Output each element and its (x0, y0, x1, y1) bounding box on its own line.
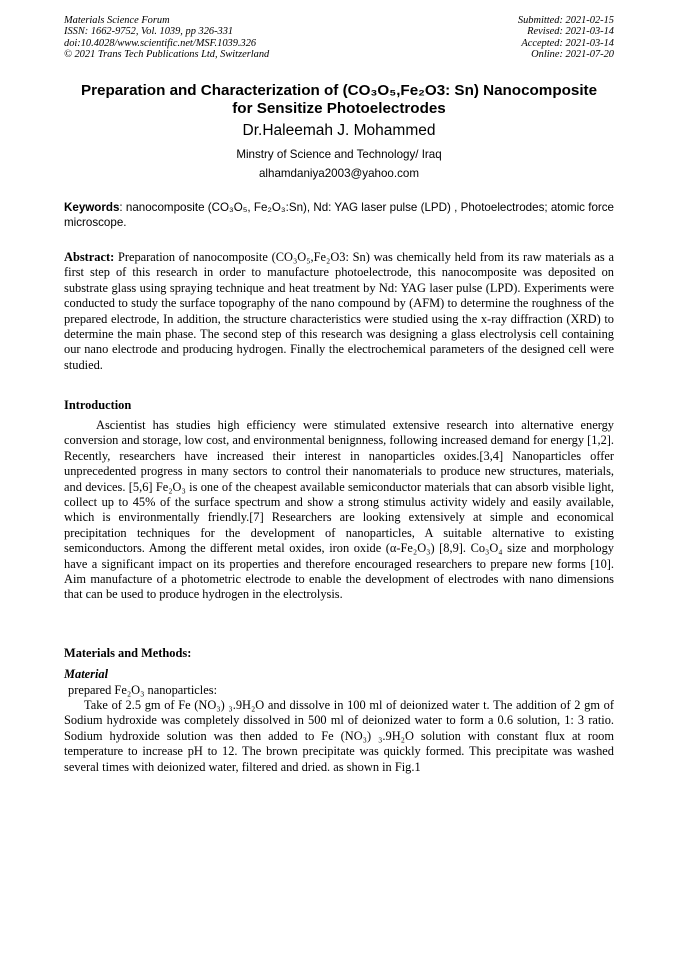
journal-name: Materials Science Forum (64, 15, 170, 26)
date-online: Online: 2021-07-20 (531, 49, 614, 61)
date-submitted: Submitted: 2021-02-15 (517, 15, 614, 26)
author-email: alhamdaniya2003@yahoo.com (258, 167, 419, 180)
keywords-text: : nanocomposite (CO₃O₅, Fe₂O₃:Sn), Nd: YAG laser pulse (LPD) , Photoelectrodes; atomic force microscope. (64, 201, 614, 229)
paper-title (40, 82, 638, 118)
keywords-section (64, 200, 614, 230)
materials-methods-heading: Materials and Methods: (64, 646, 192, 660)
journal-issn: ISSN: 1662-9752, Vol. 1039, pp 326-331 (64, 26, 234, 38)
author-name: Dr.Haleemah J. Mohammed (242, 122, 436, 139)
abstract-label: Abstract: (64, 250, 115, 264)
abstract-section (64, 250, 614, 373)
introduction-heading: Introduction (64, 398, 132, 412)
title-line-1: Preparation and Characterization of (CO₃O₅,Fe₂O3: Sn) Nanocomposite (80, 82, 598, 99)
journal-header-left (64, 15, 269, 61)
journal-copyright: © 2021 Trans Tech Publications Ltd, Switzerland (64, 49, 270, 61)
material-subheading: Material (64, 667, 109, 681)
keywords-label: Keywords (64, 201, 120, 214)
method-text: Take of 2.5 gm of Fe (NO₃) ₃.9H₂O and dissolve in 100 ml of deionized water t. The addition of 2 gm of Sodium hydroxide was completely dissolved in 500 ml of deionized water to form a 0.6 solution, 1: 3 ratio. Sodium hydroxide solution was then added to Fe (NO₃) ₃.9H₂O solution with constant flux at room temperature to increase pH to 12. The brown precipitate was quickly formed. This precipitate was washed several times with deionized water, filtered and dried. as shown in Fig.1 (64, 698, 614, 774)
title-line-2: for Sensitize Photoelectrodes (232, 100, 446, 117)
introduction-text: Ascientist has studies high efficiency were stimulated extensive research into alternative energy conversion and storage, low cost, and environmental benignness, following increased demand for energy [1,2]. Recently, researchers have increased their interest in nanoparticles oxides.[3,4] Nanoparticles offer unprecedented progress in many sectors to control their nanomaterials to produce new structures, materials, and devices. [5,6] Fe₂O₃ is one of the cheapest available semiconductor materials that can absorb visible light, collect up to 45% of the surface spectrum and show a strong stimulus activity widely and easily available, which is environmentally friendly.[7] Researchers are looking extensively at simple and economical precipitation techniques for the development of nanoparticles, A suitable alternative to existing semiconductors. Among the different metal oxides, iron oxide (α-Fe₂O₃) [8,9]. Co₃O₄ size and morphology have a significant impact on its properties and therefore encouraged researchers to prepare new forms [10]. Aim manufacture of a photometric electrode to enable the development of electrodes with nano dimensions that can be used to produce hydrogen in the electrolysis. (64, 418, 614, 602)
prep-line: prepared Fe₂O₃ nanoparticles: (68, 683, 218, 697)
date-revised: Revised: 2021-03-14 (527, 26, 614, 38)
abstract-text: Preparation of nanocomposite (CO₃O₅,Fe₂O3: Sn) was chemically held from its raw materials as a first step of this research in order to manufacture photoelectrode, this nanocomposite was deposited on substrate glass using spraying technique and heat treatment by Nd: YAG laser pulse (LPD). Experiments were conducted to study the surface topography of the nano compound by (AFM) to determine the roughness of the prepared electrode, In addition, the structure characteristics were studied using the x-ray diffraction (XRD) to determine the main phase. The second step of this research was designing a glass electrolysis cell containing our nano electrode and producing hydrogen. Finally the electrochemical parameters of the designed cell were studied. (64, 250, 614, 372)
author-affiliation: Minstry of Science and Technology/ Iraq (236, 148, 442, 161)
journal-header-right (518, 15, 614, 61)
journal-doi: doi:10.4028/www.scientific.net/MSF.1039.326 (64, 37, 257, 49)
date-accepted: Accepted: 2021-03-14 (521, 37, 614, 49)
